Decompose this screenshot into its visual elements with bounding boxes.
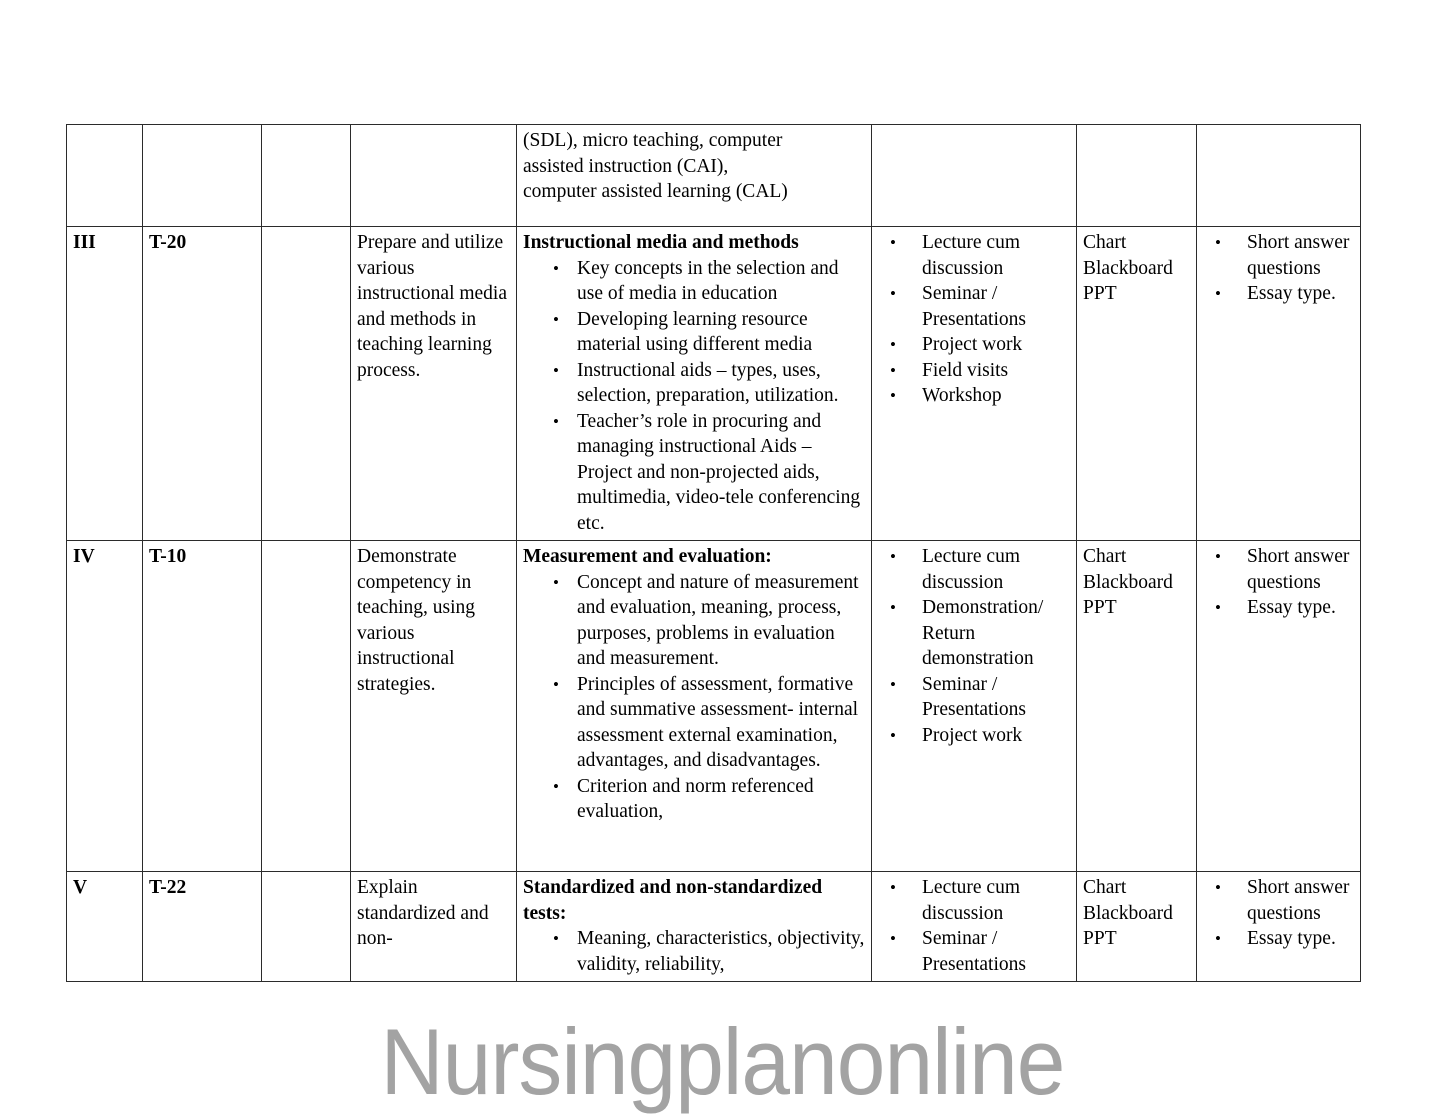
list-item: • Meaning, characteristics, objectivity, validity, reliability, [553,926,865,977]
table-body [67,125,1361,982]
av-aid-item: Blackboard [1083,571,1173,593]
cell-objectives: Explain standardized and non- [351,872,517,982]
av-aid-item: PPT [1083,283,1117,304]
cell-content [517,125,872,227]
cell-col3 [262,872,351,982]
list-item: • Lecture cum discussion [886,544,1070,595]
assessment-list [1203,230,1354,307]
cell-objectives: Prepare and utilize various instructional media and methods in teaching learning process. [351,227,517,541]
list-item: • Essay type. [1211,595,1354,621]
teaching-method-list [878,230,1070,409]
list-item: • Concept and nature of measurement and evaluation, meaning, process, purposes, problems in evaluation and measurement. [553,570,865,672]
cell-teaching-methods [872,227,1077,541]
table-row [67,125,1361,227]
cell-assessment [1197,125,1361,227]
list-item: • Essay type. [1211,281,1354,307]
cell-unit: IV [67,541,143,872]
list-item: • Field visits [886,358,1070,384]
syllabus-table [66,124,1361,982]
table-row [67,541,1361,872]
content-line: computer assisted learning (CAL) [523,181,788,202]
cell-hours: T-10 [143,541,262,872]
table-row [67,872,1361,982]
list-item: • Lecture cum discussion [886,875,1070,926]
cell-teaching-methods [872,872,1077,982]
cell-content [517,541,872,872]
cell-hours [143,125,262,227]
cell-unit: III [67,227,143,541]
watermark-text: Nursingplanonline [380,1009,1065,1114]
content-bullet-list [523,256,865,537]
cell-unit [67,125,143,227]
av-aid-item: Blackboard [1083,902,1173,924]
cell-assessment [1197,227,1361,541]
cell-assessment [1197,872,1361,982]
cell-objectives [351,125,517,227]
list-item: • Workshop [886,383,1070,409]
cell-teaching-methods [872,541,1077,872]
cell-col3 [262,541,351,872]
cell-av-aids [1077,125,1197,227]
cell-col3 [262,227,351,541]
cell-av-aids [1077,227,1197,541]
av-aid-item: PPT [1083,597,1117,618]
cell-hours: T-20 [143,227,262,541]
table-row [67,227,1361,541]
av-aid-item: Chart [1083,232,1127,253]
av-aid-item: Chart [1083,546,1127,567]
cell-objectives: Demonstrate competency in teaching, using various instructional strategies. [351,541,517,872]
list-item: • Key concepts in the selection and use of media in education [553,256,865,307]
list-item: • Essay type. [1211,926,1354,952]
list-item: • Demonstration/ Return demonstration [886,595,1070,672]
assessment-list [1203,875,1354,952]
assessment-list [1203,544,1354,621]
list-item: • Developing learning resource material using different media [553,307,865,358]
cell-hours: T-22 [143,872,262,982]
cell-av-aids [1077,541,1197,872]
list-item: • Project work [886,723,1070,749]
list-item: • Short answer questions [1211,875,1354,926]
teaching-method-list [878,544,1070,748]
list-item: • Seminar / Presentations [886,281,1070,332]
list-item: • Short answer questions [1211,230,1354,281]
teaching-method-list [878,875,1070,977]
cell-assessment [1197,541,1361,872]
cell-av-aids [1077,872,1197,982]
cell-content [517,227,872,541]
content-bullet-list [523,570,865,825]
cell-content [517,872,872,982]
av-aid-item: Blackboard [1083,257,1173,279]
content-line: assisted instruction (CAI), [523,155,729,177]
content-heading: Measurement and evaluation: [523,546,772,567]
list-item: • Instructional aids – types, uses, selection, preparation, utilization. [553,358,865,409]
cell-teaching-methods [872,125,1077,227]
list-item: • Teacher’s role in procuring and managing instructional Aids – Project and non-projected aids, multimedia, video-tele conferencing etc. [553,409,865,537]
cell-col3 [262,125,351,227]
av-aid-item: PPT [1083,928,1117,949]
cell-unit: V [67,872,143,982]
list-item: • Seminar / Presentations [886,672,1070,723]
content-heading: Standardized and non-standardized tests: [523,877,823,924]
content-bullet-list [523,926,865,977]
content-line: (SDL), micro teaching, computer [523,130,783,151]
list-item: • Project work [886,332,1070,358]
content-heading: Instructional media and methods [523,232,799,253]
list-item: • Lecture cum discussion [886,230,1070,281]
list-item: • Short answer questions [1211,544,1354,595]
av-aid-item: Chart [1083,877,1127,898]
list-item: • Principles of assessment, formative and summative assessment- internal assessment external examination, advantages, and disadvantages. [553,672,865,774]
list-item: • Criterion and norm referenced evaluation, [553,774,865,825]
list-item: • Seminar / Presentations [886,926,1070,977]
